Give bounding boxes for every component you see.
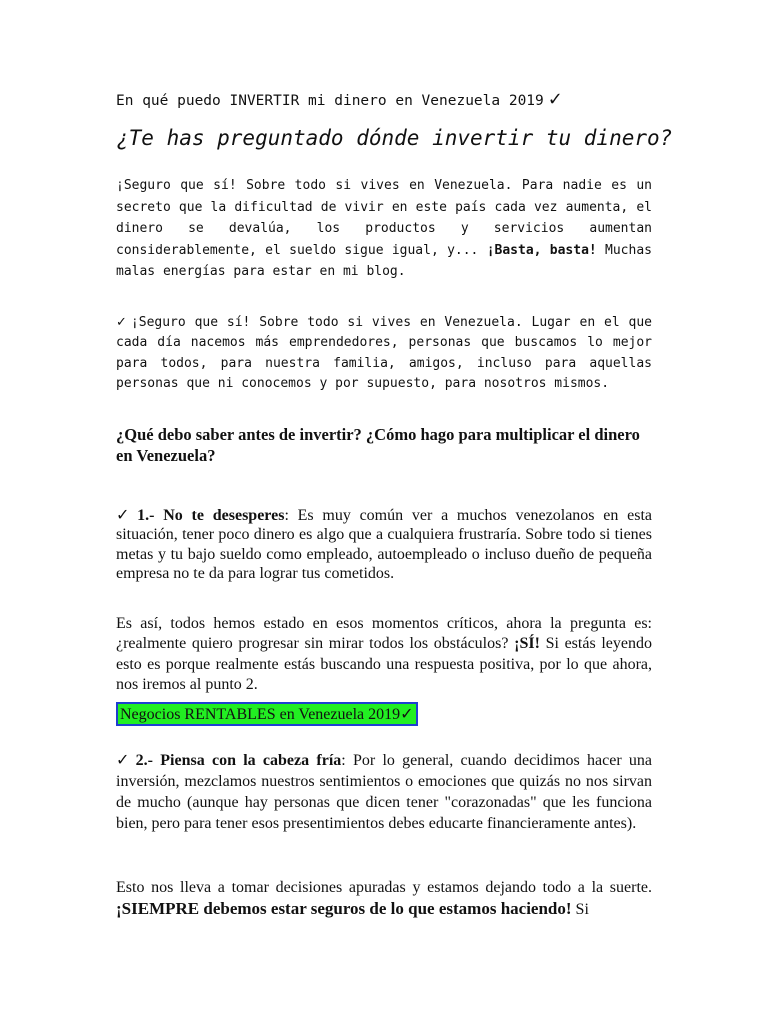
intro-text-a: ¡Seguro que sí! Sobre todo si vives en Venezuela. Para nadie es un secreto que la dificultad de vivir en este país cada vez aumenta, el dinero se devalúa, los productos y servicios aumentan considerablemente, el sueldo sigue igual, y... (116, 178, 652, 258)
intro-paragraph (116, 175, 652, 283)
checkmark-icon: ✓ (547, 89, 563, 110)
intro-text-b: Muchas malas energías para estar en mi blog. (116, 242, 652, 280)
checkmark-icon: ✓ (400, 704, 414, 723)
third-paragraph (116, 614, 652, 695)
point-2-paragraph (116, 749, 652, 834)
fourth-bold-text: ¡SIEMPRE debemos estar seguros de lo que estamos haciendo! (116, 899, 572, 918)
document-subtitle: ¿Te has preguntado dónde invertir tu dinero? (116, 126, 673, 150)
document-title (116, 89, 652, 110)
second-paragraph-text: ¡Seguro que sí! Sobre todo si vives en Venezuela. Lugar en el que cada día nacemos más emprendedores, personas que buscamos lo mejor para todos, para nuestra familia, amigos, incluso para aquellas personas que ni conocemos y por supuesto, para nosotros mismos. (116, 315, 652, 391)
point-1-paragraph (116, 505, 652, 583)
point-1-text: : Es muy común ver a muchos venezolanos en esta situación, tener poco dinero es algo que a cualquiera frustraría. Sobre todo si tienes metas y tu bajo sueldo como empleado, autoempleado o incluso dueño de pequeña empresa no te da para lograr tus cometidos. (116, 507, 653, 582)
fourth-text-a: Esto nos lleva a tomar decisiones apuradas y estamos dejando todo a la suerte. (116, 879, 652, 896)
check-icon: ✓ (116, 750, 133, 769)
third-text-b: Si estás leyendo esto es porque realmente estás buscando una respuesta positiva, por lo que ahora, nos iremos al punto 2. (116, 635, 653, 693)
negocios-rentables-link[interactable] (116, 702, 418, 726)
fourth-text-b: Si (571, 901, 589, 918)
second-paragraph (116, 313, 652, 394)
point-2-label: 2.- Piensa con la cabeza fría (135, 752, 342, 769)
point-2-text: : Por lo general, cuando decidimos hacer una inversión, mezclamos nuestros sentimientos o emociones que quizás no nos sirvan de mucho (aunque hay personas que dicen tener "corazonadas" que les funciona bien, pero para tener esos presentimientos debes educarte financieramente antes). (116, 752, 653, 832)
link-banner-text: Negocios RENTABLES en Venezuela 2019 (120, 706, 401, 723)
third-text-a: Es así, todos hemos estado en esos momentos críticos, ahora la pregunta es: ¿realmente quiero progresar sin mirar todos los obstáculos? (116, 615, 652, 653)
document-title-text: En qué puedo INVERTIR mi dinero en Venezuela 2019 (116, 93, 544, 109)
question-heading: ¿Qué debo saber antes de invertir? ¿Cómo hago para multiplicar el dinero en Venezuela? (116, 425, 640, 465)
fourth-paragraph (116, 877, 652, 920)
check-icon: ✓ (116, 505, 135, 524)
third-bold-text: ¡SÍ! (514, 635, 540, 653)
check-icon: ✓ (116, 315, 128, 330)
point-1-label: 1.- No te desesperes (137, 507, 285, 524)
intro-bold-text: ¡Basta, basta! (486, 242, 597, 258)
